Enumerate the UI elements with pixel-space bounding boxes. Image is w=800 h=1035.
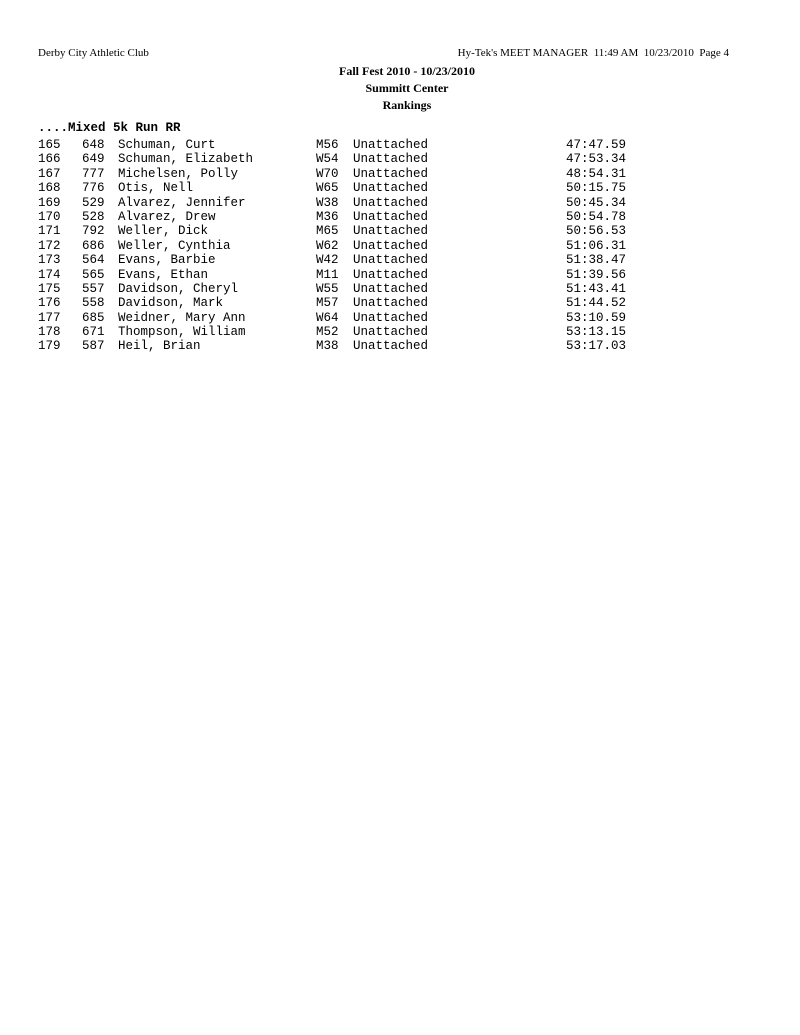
result-row (0, 325, 800, 339)
page-number: Page 4 (699, 47, 729, 59)
result-team: Unattached (353, 339, 429, 354)
result-age-group: M38 (316, 339, 339, 354)
result-age-group: W38 (316, 195, 339, 210)
result-age-group: W55 (316, 281, 339, 296)
result-row (0, 167, 800, 181)
result-row (0, 152, 800, 166)
result-place: 166 (38, 152, 61, 167)
result-age-group: W42 (316, 253, 339, 268)
result-bib: 564 (82, 253, 105, 268)
software-name: Hy-Tek's MEET MANAGER (457, 47, 589, 59)
result-name: Weller, Dick (118, 224, 209, 239)
result-time: 51:44.52 (566, 296, 627, 311)
result-name: Weller, Cynthia (118, 238, 231, 253)
result-age-group: W70 (316, 166, 339, 181)
result-team: Unattached (353, 325, 429, 340)
result-team: Unattached (353, 296, 429, 311)
result-bib: 648 (82, 138, 105, 152)
result-name: Heil, Brian (118, 339, 201, 354)
result-bib: 685 (82, 310, 105, 325)
result-team: Unattached (353, 152, 429, 167)
result-time: 53:10.59 (566, 310, 627, 325)
section-title: Rankings (382, 98, 432, 112)
result-place: 174 (38, 267, 61, 282)
result-time: 53:17.03 (566, 339, 627, 354)
result-place: 169 (38, 195, 61, 210)
result-time: 53:13.15 (566, 325, 627, 340)
result-name: Weidner, Mary Ann (118, 310, 246, 325)
result-place: 167 (38, 166, 61, 181)
result-age-group: M36 (316, 209, 339, 224)
result-team: Unattached (353, 238, 429, 253)
result-row (0, 253, 800, 267)
result-name: Michelsen, Polly (118, 166, 239, 181)
result-time: 50:45.34 (566, 195, 627, 210)
result-bib: 529 (82, 195, 105, 210)
result-time: 51:39.56 (566, 267, 627, 282)
result-age-group: W62 (316, 238, 339, 253)
result-time: 50:54.78 (566, 209, 627, 224)
result-name: Alvarez, Drew (118, 209, 216, 224)
result-bib: 777 (82, 166, 105, 181)
report-date: 10/23/2010 (643, 47, 694, 59)
result-bib: 558 (82, 296, 105, 311)
result-time: 51:38.47 (566, 253, 627, 268)
result-team: Unattached (353, 310, 429, 325)
result-team: Unattached (353, 138, 429, 152)
result-place: 178 (38, 325, 61, 340)
result-place: 172 (38, 238, 61, 253)
result-row (0, 196, 800, 210)
result-name: Alvarez, Jennifer (118, 195, 246, 210)
result-name: Schuman, Curt (118, 138, 216, 152)
result-bib: 776 (82, 181, 105, 196)
result-age-group: M57 (316, 296, 339, 311)
result-place: 177 (38, 310, 61, 325)
result-place: 168 (38, 181, 61, 196)
result-bib: 557 (82, 281, 105, 296)
result-age-group: W65 (316, 181, 339, 196)
meet-title: Fall Fest 2010 - 10/23/2010 (339, 64, 475, 78)
result-age-group: W54 (316, 152, 339, 167)
result-age-group: M11 (316, 267, 339, 282)
result-row (0, 296, 800, 310)
result-name: Davidson, Cheryl (118, 281, 239, 296)
result-bib: 565 (82, 267, 105, 282)
result-team: Unattached (353, 281, 429, 296)
result-name: Evans, Barbie (118, 253, 216, 268)
result-team: Unattached (353, 181, 429, 196)
result-team: Unattached (353, 166, 429, 181)
result-age-group: W64 (316, 310, 339, 325)
result-age-group: M65 (316, 224, 339, 239)
result-team: Unattached (353, 195, 429, 210)
result-place: 179 (38, 339, 61, 354)
result-time: 51:06.31 (566, 238, 627, 253)
report-time: 11:49 AM (593, 47, 639, 59)
result-team: Unattached (353, 224, 429, 239)
result-row (0, 224, 800, 238)
result-age-group: M52 (316, 325, 339, 340)
result-bib: 587 (82, 339, 105, 354)
result-place: 170 (38, 209, 61, 224)
club-name: Derby City Athletic Club (38, 47, 149, 59)
result-time: 47:47.59 (566, 138, 627, 152)
event-heading: ....Mixed 5k Run RR (38, 121, 181, 135)
result-place: 176 (38, 296, 61, 311)
result-name: Evans, Ethan (118, 267, 209, 282)
result-row (0, 268, 800, 282)
result-name: Otis, Nell (118, 181, 194, 196)
result-place: 175 (38, 281, 61, 296)
result-team: Unattached (353, 209, 429, 224)
result-bib: 528 (82, 209, 105, 224)
result-row (0, 210, 800, 224)
result-row (0, 282, 800, 296)
venue-title: Summitt Center (365, 81, 449, 95)
result-name: Schuman, Elizabeth (118, 152, 254, 167)
result-place: 173 (38, 253, 61, 268)
result-age-group: M56 (316, 138, 339, 152)
result-team: Unattached (353, 253, 429, 268)
result-place: 165 (38, 138, 61, 152)
result-row (0, 239, 800, 253)
result-name: Davidson, Mark (118, 296, 224, 311)
result-time: 51:43.41 (566, 281, 627, 296)
result-row (0, 138, 800, 152)
result-row (0, 181, 800, 195)
result-bib: 671 (82, 325, 105, 340)
result-row (0, 339, 800, 353)
result-bib: 649 (82, 152, 105, 167)
result-place: 171 (38, 224, 61, 239)
result-row (0, 311, 800, 325)
result-time: 50:15.75 (566, 181, 627, 196)
result-bib: 792 (82, 224, 105, 239)
report-meta (458, 47, 729, 59)
result-name: Thompson, William (118, 325, 246, 340)
result-time: 47:53.34 (566, 152, 627, 167)
results-list (0, 138, 800, 354)
result-time: 48:54.31 (566, 166, 627, 181)
result-time: 50:56.53 (566, 224, 627, 239)
result-bib: 686 (82, 238, 105, 253)
result-team: Unattached (353, 267, 429, 282)
